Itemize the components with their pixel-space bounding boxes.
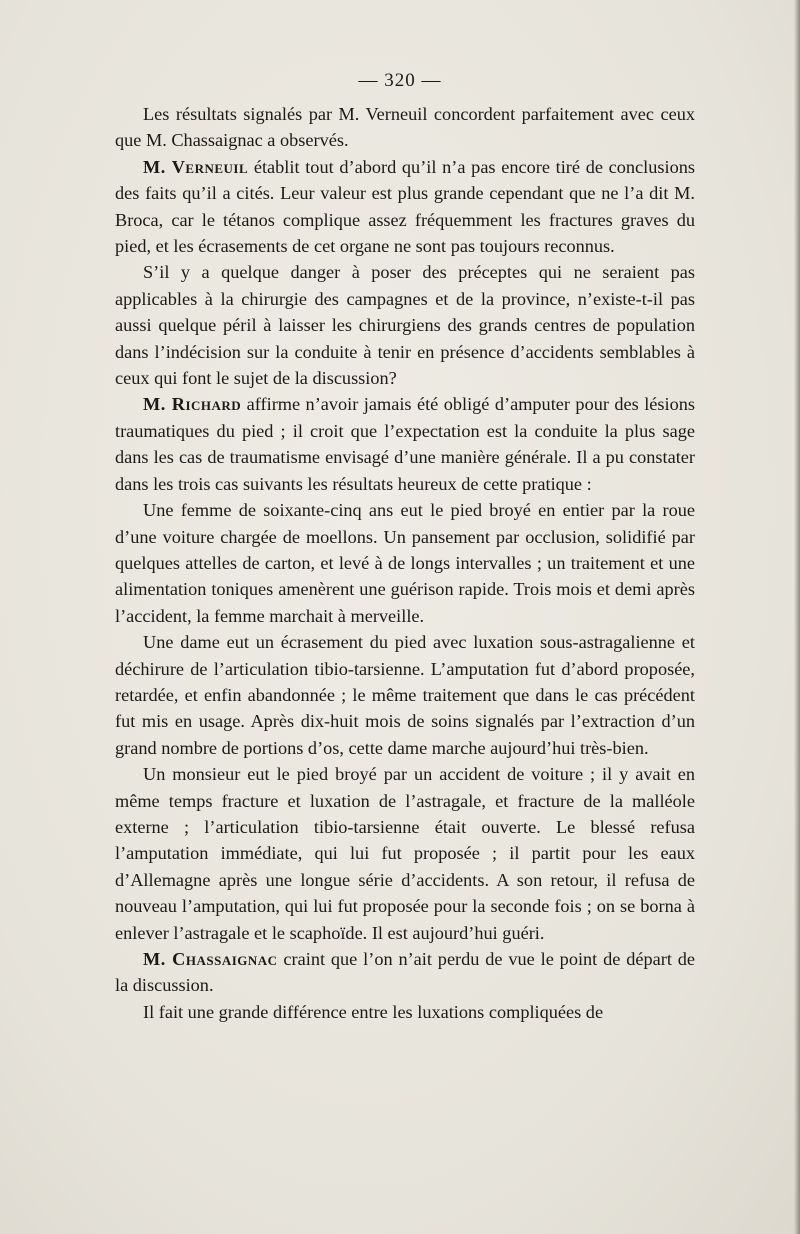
paragraph-text: affirme n’avoir jamais été obligé d’amputer pour des lésions traumatiques du pied ; il croit que l’expectation est la conduite la plus sage dans les cas de traumatisme envisagé d’une manière générale. Il a pu constater dans les trois cas suivants les résultats heureux de cette pratique : xyxy=(115,394,695,494)
paragraph-text: Un monsieur eut le pied broyé par un accident de voiture ; il y avait en même temps fracture et luxation de l’astragale, et fracture de la malléole externe ; l’articulation tibio-tarsienne était ouverte. Le blessé refusa l’amputation immédiate, qui lui fut proposée ; il partit pour les eaux d’Allemagne après une longue série d’accidents. A son retour, il refusa de nouveau l’amputation, qui lui fut proposée pour la seconde fois ; on se borna à enlever l’astragale et le scaphoïde. Il est aujourd’hui guéri. xyxy=(115,764,695,943)
speaker-name: M. Richard xyxy=(143,394,242,415)
page-edge-shadow xyxy=(794,0,800,1234)
body-text xyxy=(115,101,695,1025)
paragraph xyxy=(115,999,695,1025)
paragraph-text: Il fait une grande différence entre les luxations compliquées de xyxy=(143,1001,604,1022)
paragraph-text: établit tout d’abord qu’il n’a pas encore tiré de conclusions des faits qu’il a cités. Leur valeur est plus grande cependant que ne l’a dit M. Broca, car le tétanos complique assez fréquemment les fractures graves du pied, et les écrasements de cet organe ne sont pas toujours reconnus. xyxy=(115,156,695,257)
paragraph-text: S’il y a quelque danger à poser des préceptes qui ne seraient pas applicables à la chirurgie des campagnes et de la province, n’existe-t-il pas aussi quelque péril à laisser les chirurgiens des grands centres de population dans l’indécision sur la conduite à tenir en présence d’accidents semblables à ceux qui font le sujet de la discussion? xyxy=(115,262,695,389)
paragraph-text: Les résultats signalés par M. Verneuil concordent parfaitement avec ceux que M. Chassaignac a observés. xyxy=(115,104,695,151)
paragraph-text: Une dame eut un écrasement du pied avec luxation sous-astragalienne et déchirure de l’articulation tibio-tarsienne. L’amputation fut d’abord proposée, retardée, et enfin abandonnée ; le même traitement que dans le cas précédent fut mis en usage. Après dix-huit mois de soins signalés par l’extraction d’un grand nombre de portions d’os, cette dame marche aujourd’hui très-bien. xyxy=(115,632,695,758)
paragraph xyxy=(115,259,695,391)
paragraph xyxy=(115,946,695,999)
paragraph xyxy=(115,497,695,629)
speaker-name: M. Verneuil xyxy=(143,156,249,177)
paragraph xyxy=(115,101,695,154)
paragraph xyxy=(115,154,695,260)
paragraph xyxy=(115,761,695,946)
paragraph xyxy=(115,629,695,761)
paragraph xyxy=(115,391,695,497)
paragraph-text: craint que l’on n’ait perdu de vue le point de départ de la discussion. xyxy=(115,949,696,996)
paragraph-text: Une femme de soixante-cinq ans eut le pied broyé en entier par la roue d’une voiture chargée de moellons. Un pansement par occlusion, solidifié par quelques attelles de carton, et levé à de longs intervalles ; un traitement et une alimentation toniques amenèrent une guérison rapide. Trois mois et demi après l’accident, la femme marchait à merveille. xyxy=(115,500,695,626)
speaker-name: M. Chassaignac xyxy=(143,949,278,969)
page-number: — 320 — xyxy=(358,70,442,91)
